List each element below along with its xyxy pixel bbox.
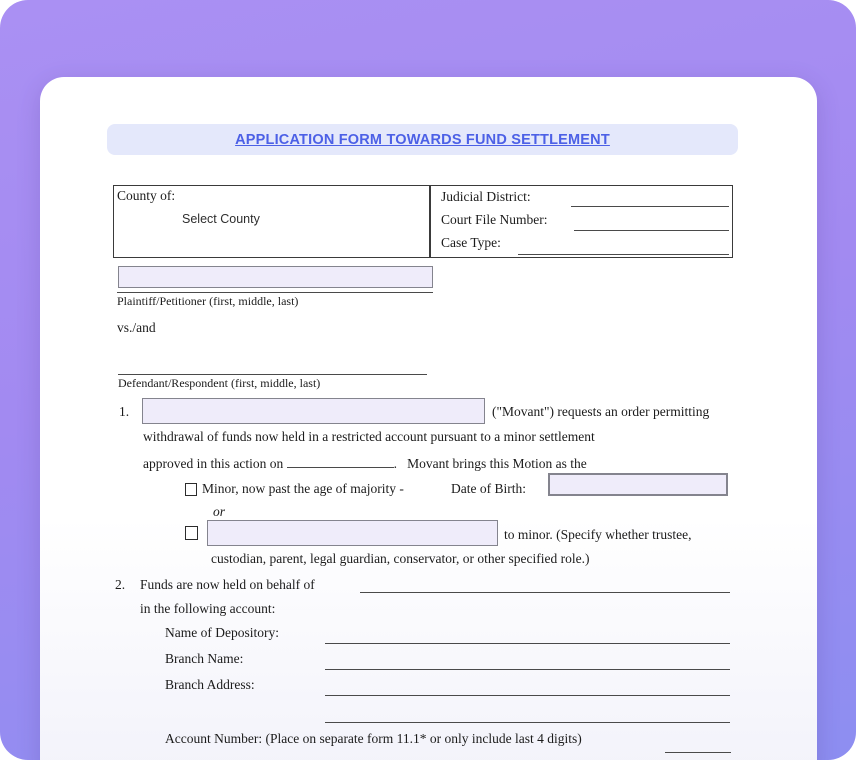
behalf-of-line	[360, 591, 730, 593]
branch-name-line	[325, 668, 730, 670]
court-file-number-label: Court File Number:	[441, 212, 548, 227]
item1-after-field-text: ("Movant") requests an order permitting	[492, 404, 710, 419]
action-date-line	[287, 455, 394, 468]
or-text: or	[213, 504, 226, 519]
court-header-table	[113, 185, 733, 258]
branch-name-label: Branch Name:	[165, 651, 244, 666]
plaintiff-caption: Plaintiff/Petitioner (first, middle, last)	[117, 294, 299, 308]
plaintiff-line	[117, 291, 433, 293]
item1-line3	[143, 455, 587, 472]
date-of-birth-input[interactable]	[548, 473, 728, 496]
item1-line3-suffix: . Movant brings this Motion as the	[393, 456, 587, 471]
depository-label: Name of Depository:	[165, 625, 279, 640]
role-checkbox[interactable]	[185, 526, 198, 540]
branch-address-line1	[325, 694, 730, 696]
county-select-dropdown[interactable]: Select County	[182, 212, 260, 226]
county-label: County of:	[117, 188, 176, 203]
title-banner	[107, 124, 738, 155]
item1-number: 1.	[119, 404, 130, 419]
branch-address-line2	[325, 721, 730, 723]
form-title: APPLICATION FORM TOWARDS FUND SETTLEMENT	[235, 131, 610, 148]
item1-line2: withdrawal of funds now held in a restricted account pursuant to a minor settlement	[143, 429, 595, 444]
form-card	[40, 77, 817, 760]
depository-line	[325, 642, 730, 644]
item1-line3-prefix: approved in this action on	[143, 456, 284, 471]
defendant-caption: Defendant/Respondent (first, middle, last)	[118, 376, 321, 390]
item2-number: 2.	[115, 577, 126, 592]
judicial-district-line	[571, 205, 729, 207]
branch-address-label: Branch Address:	[165, 677, 255, 692]
date-of-birth-label: Date of Birth:	[451, 481, 526, 496]
case-type-label: Case Type:	[441, 235, 501, 250]
table-divider	[429, 186, 431, 257]
defendant-line	[118, 373, 427, 375]
court-file-number-line	[574, 229, 729, 231]
plaintiff-name-input[interactable]	[118, 266, 433, 288]
role-input[interactable]	[207, 520, 498, 546]
case-type-line	[518, 253, 729, 255]
minor-majority-label: Minor, now past the age of majority -	[202, 481, 404, 496]
item2-line1: Funds are now held on behalf of	[140, 577, 315, 592]
minor-majority-checkbox[interactable]	[185, 483, 197, 496]
movant-name-input[interactable]	[142, 398, 485, 424]
role-specify-line2: custodian, parent, legal guardian, conservator, or other specified role.)	[211, 551, 590, 566]
role-suffix-text: to minor. (Specify whether trustee,	[504, 527, 692, 542]
account-number-line	[665, 751, 731, 753]
judicial-district-label: Judicial District:	[441, 189, 531, 204]
vs-and-text: vs./and	[117, 320, 156, 335]
account-number-label: Account Number: (Place on separate form 11.1* or only include last 4 digits)	[165, 731, 582, 746]
item2-line2: in the following account:	[140, 601, 276, 616]
